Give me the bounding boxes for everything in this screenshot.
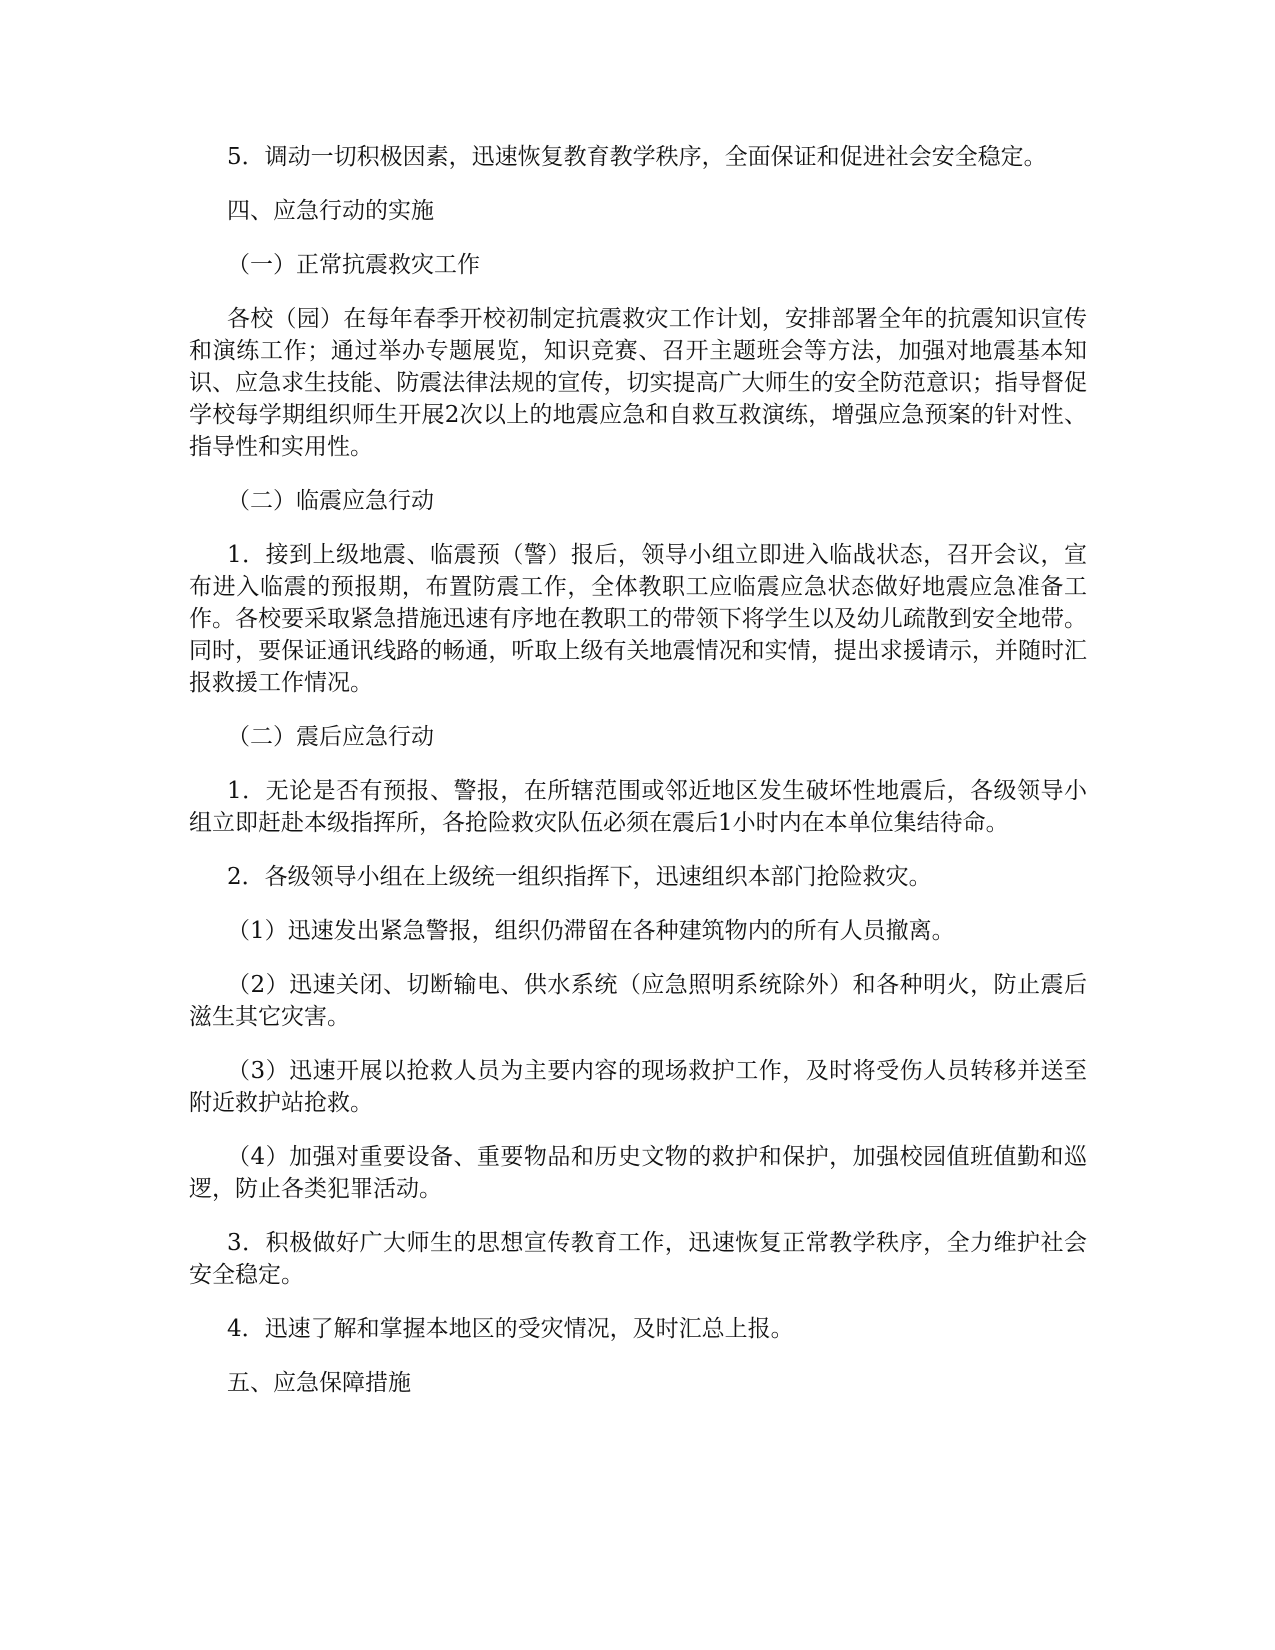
subsection-heading-pre-quake: （二）临震应急行动 <box>227 488 434 514</box>
subsection-heading-post-quake: （二）震后应急行动 <box>227 724 434 750</box>
paragraph-post-quake-2-1: （1）迅速发出紧急警报，组织仍滞留在各种建筑物内的所有人员撤离。 <box>227 918 955 944</box>
paragraph-post-quake-2-2: （2）迅速关闭、切断输电、供水系统（应急照明系统除外）和各种明火，防止震后滋生其它灾害。 <box>189 972 1087 1030</box>
paragraph-post-quake-2-3: （3）迅速开展以抢救人员为主要内容的现场救护工作，及时将受伤人员转移并送至附近救护站抢救。 <box>189 1058 1087 1116</box>
paragraph-post-quake-2-4: （4）加强对重要设备、重要物品和历史文物的救护和保护，加强校园值班值勤和巡逻，防止各类犯罪活动。 <box>189 1144 1087 1202</box>
paragraph-post-quake-3: 3．积极做好广大师生的思想宣传教育工作，迅速恢复正常教学秩序，全力维护社会安全稳定。 <box>189 1230 1087 1288</box>
paragraph-normal-work: 各校（园）在每年春季开校初制定抗震救灾工作计划，安排部署全年的抗震知识宣传和演练工作；通过举办专题展览，知识竞赛、召开主题班会等方法，加强对地震基本知识、应急求生技能、防震法律法规的宣传，切实提高广大师生的安全防范意识；指导督促学校每学期组织师生开展2次以上的地震应急和自救互救演练，增强应急预案的针对性、指导性和实用性。 <box>189 306 1087 460</box>
paragraph-item-5: 5．调动一切积极因素，迅速恢复教育教学秩序，全面保证和促进社会安全稳定。 <box>227 144 1047 170</box>
paragraph-post-quake-4: 4．迅速了解和掌握本地区的受灾情况，及时汇总上报。 <box>227 1316 794 1342</box>
document-body <box>189 141 1087 1421</box>
paragraph-pre-quake-1: 1．接到上级地震、临震预（警）报后，领导小组立即进入临战状态，召开会议，宣布进入临震的预报期，布置防震工作，全体教职工应临震应急状态做好地震应急准备工作。各校要采取紧急措施迅速有序地在教职工的带领下将学生以及幼儿疏散到安全地带。同时，要保证通讯线路的畅通，听取上级有关地震情况和实情，提出求援请示，并随时汇报救援工作情况。 <box>189 542 1087 696</box>
subsection-heading-normal-work: （一）正常抗震救灾工作 <box>227 252 480 278</box>
section-heading-5: 五、应急保障措施 <box>227 1370 411 1396</box>
paragraph-post-quake-1: 1．无论是否有预报、警报，在所辖范围或邻近地区发生破坏性地震后，各级领导小组立即赶赴本级指挥所，各抢险救灾队伍必须在震后1小时内在本单位集结待命。 <box>189 778 1087 836</box>
section-heading-4: 四、应急行动的实施 <box>227 198 434 224</box>
paragraph-post-quake-2: 2．各级领导小组在上级统一组织指挥下，迅速组织本部门抢险救灾。 <box>227 864 932 890</box>
